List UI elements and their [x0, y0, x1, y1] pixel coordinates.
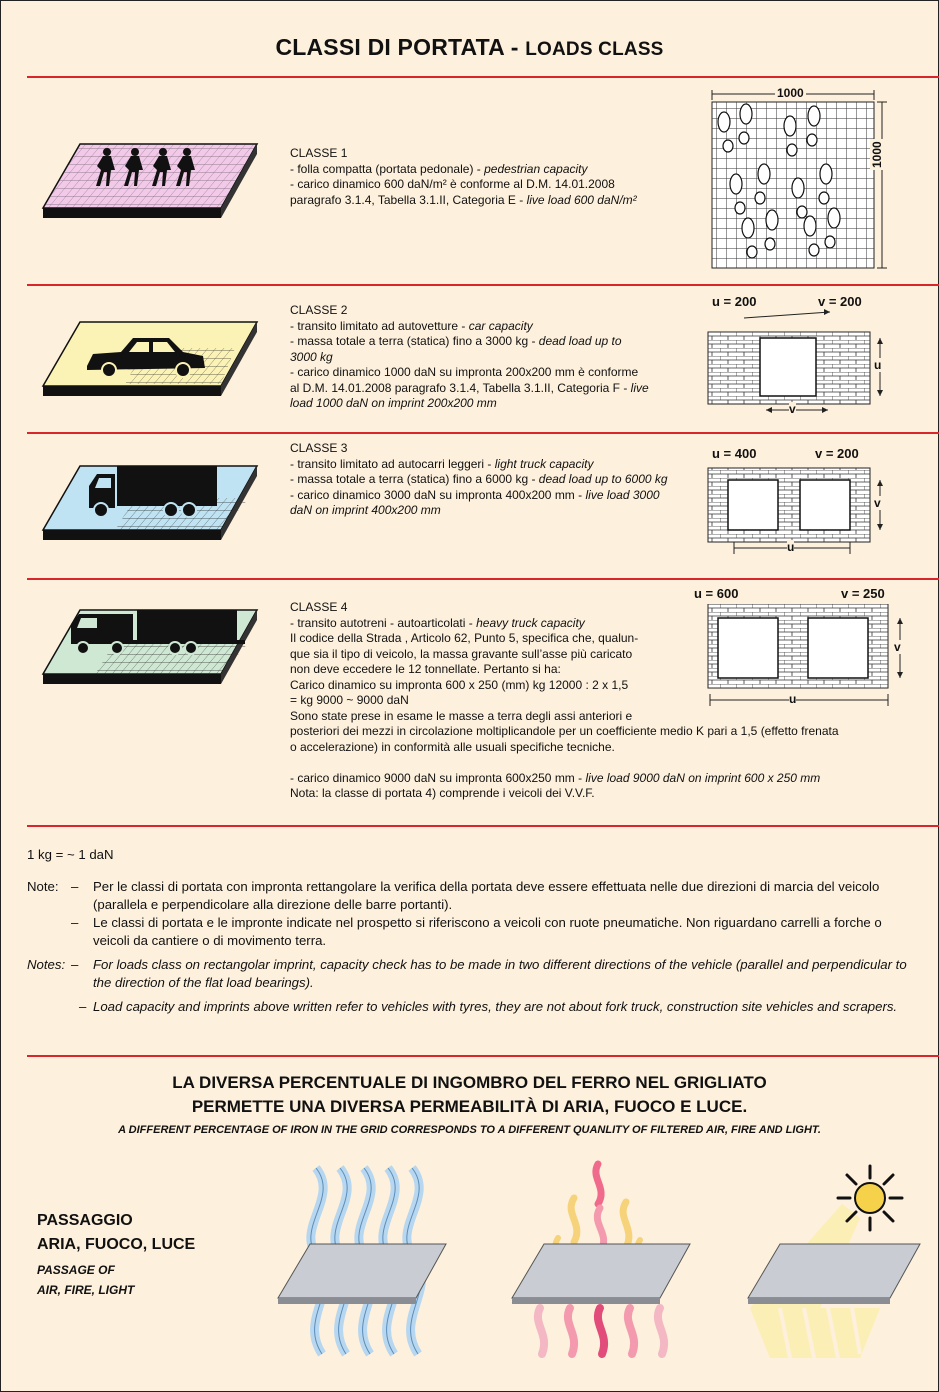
class3-u-label: u = 400	[712, 446, 757, 461]
air-passage-illustration	[270, 1158, 460, 1368]
class1-grid-diagram	[706, 88, 896, 276]
note-it-2: – Le classi di portata e le impronte indicate nel prospetto si riferiscono a veicoli con ruote pneumatiche. Non riguardano carrelli a forche o veicoli da cantiere o di movimento terra.	[71, 915, 882, 948]
note-en-1: Notes: – For loads class on rectangolar imprint, capacity check has to be made in two different directions of the vehicle (parallel and perpendicular to the direction of the flat load bearings).	[27, 957, 907, 990]
headline-english: A DIFFERENT PERCENTAGE OF IRON IN THE GRID CORRESPONDS TO A DIFFERENT QUANLITY OF FILTERED AIR, FIRE AND LIGHT.	[118, 1124, 821, 1136]
note-it-1: Note: – Per le classi di portata con impronta rettangolare la verifica della portata deve essere effettuata nelle due direzioni di marcia del veicolo (parallela e perpendicolare alla direzione delle barre portanti).	[27, 879, 880, 912]
class4-v-axis: v	[894, 640, 901, 654]
class2-imprint-diagram	[704, 308, 894, 424]
class2-v-label: v = 200	[818, 294, 862, 309]
light-passage-illustration	[730, 1158, 930, 1368]
class3-v-label: v = 200	[815, 446, 859, 461]
divider	[27, 76, 939, 78]
divider	[27, 432, 939, 434]
class4-text: CLASSE 4 - transito autotreni - autoarticolati - heavy truck capacity Il codice della Strada , Articolo 62, Punto 5, specifica che, qualun- que sia il tipo di veicolo, la massa gravante sull’asse più caricato non deve eccedere le 12 tonnellate. Pertanto si ha: Carico dinamico su impronta 600 x 250 (mm) kg 12000 : 2 x 1,5 = kg 9000 ~ 9000 daN Sono state prese in esame le masse a terra degli assi anteriori e posteriori dei mezzi in circolazione moltiplicandole per un coefficiente medio K pari a 1,5 (effetto frenata o accelerazione) in conformità alle usuali specifiche tecniche. - carico dinamico 9000 daN su impronta 600x250 mm - live load 9000 daN on imprint 600 x 250 mm Nota: la classe di portata 4) comprende i veicoli dei V.V.F.	[290, 600, 839, 800]
fire-passage-illustration	[500, 1158, 700, 1368]
class1-text: CLASSE 1 - folla compatta (portata pedonale) - pedestrian capacity - carico dinamico 600 daN/m² è conforme al D.M. 14.01.2008 paragrafo 3.1.4, Tabella 3.1.II, Categoria E - live load 600 daN/m²	[290, 146, 637, 207]
passage-title-2: ARIA, FUOCO, LUCE	[37, 1236, 196, 1253]
light-truck-platform-icon	[25, 462, 260, 544]
divider	[27, 825, 939, 827]
divider	[27, 578, 939, 580]
class1-width-label: 1000	[777, 86, 804, 100]
class4-u-axis: u	[789, 692, 797, 706]
note-en-2: – Load capacity and imprints above written refer to vehicles with tyres, they are not about fork truck, construction site vehicles and scrapers.	[79, 999, 898, 1014]
headline-line2: PERMETTE UNA DIVERSA PERMEABILITÀ DI ARIA, FUOCO E LUCE.	[191, 1097, 748, 1116]
divider	[27, 284, 939, 286]
class2-u-axis: v	[789, 402, 796, 416]
passage-title-1: PASSAGGIO	[37, 1212, 133, 1229]
car-platform-icon	[25, 318, 260, 400]
class3-v-axis: v	[874, 496, 881, 510]
class1-height-label: 1000	[870, 141, 884, 168]
class2-v-axis: u	[874, 358, 882, 372]
class4-v-label: v = 250	[841, 586, 885, 601]
class4-u-label: u = 600	[694, 586, 739, 601]
passage-en-2: AIR, FIRE, LIGHT	[37, 1283, 135, 1297]
page-title: CLASSI DI PORTATA - LOADS CLASS	[275, 34, 664, 60]
unit-conversion: 1 kg = ~ 1 daN	[27, 847, 114, 862]
passage-en-1: PASSAGE OF	[37, 1263, 115, 1277]
heavy-truck-platform-icon	[25, 606, 260, 688]
class4-imprint-diagram	[704, 604, 904, 714]
pedestrian-platform-icon	[25, 140, 260, 222]
notes-section	[27, 846, 917, 1016]
headline-line1: LA DIVERSA PERCENTUALE DI INGOMBRO DEL FERRO NEL GRIGLIATO	[172, 1073, 767, 1092]
class3-u-axis: u	[787, 540, 795, 554]
class2-text: CLASSE 2 - transito limitato ad autovetture - car capacity - massa totale a terra (statica) fino a 3000 kg - dead load up to 3000 kg - carico dinamico 1000 daN su impronta 200x200 mm è conforme al D.M. 14.01.2008 paragrafo 3.1.4, Tabella 3.1.II, Categoria F - live load 1000 daN on imprint 200x200 mm	[290, 303, 649, 410]
class2-u-label: u = 200	[712, 294, 757, 309]
class3-text: CLASSE 3 - transito limitato ad autocarri leggeri - light truck capacity - massa totale a terra (statica) fino a 6000 kg - dead load up to 6000 kg - carico dinamico 3000 daN su impronta 400x200 mm - live load 3000 daN on imprint 400x200 mm	[290, 441, 668, 517]
class3-imprint-diagram	[704, 462, 894, 560]
divider	[27, 1055, 939, 1057]
